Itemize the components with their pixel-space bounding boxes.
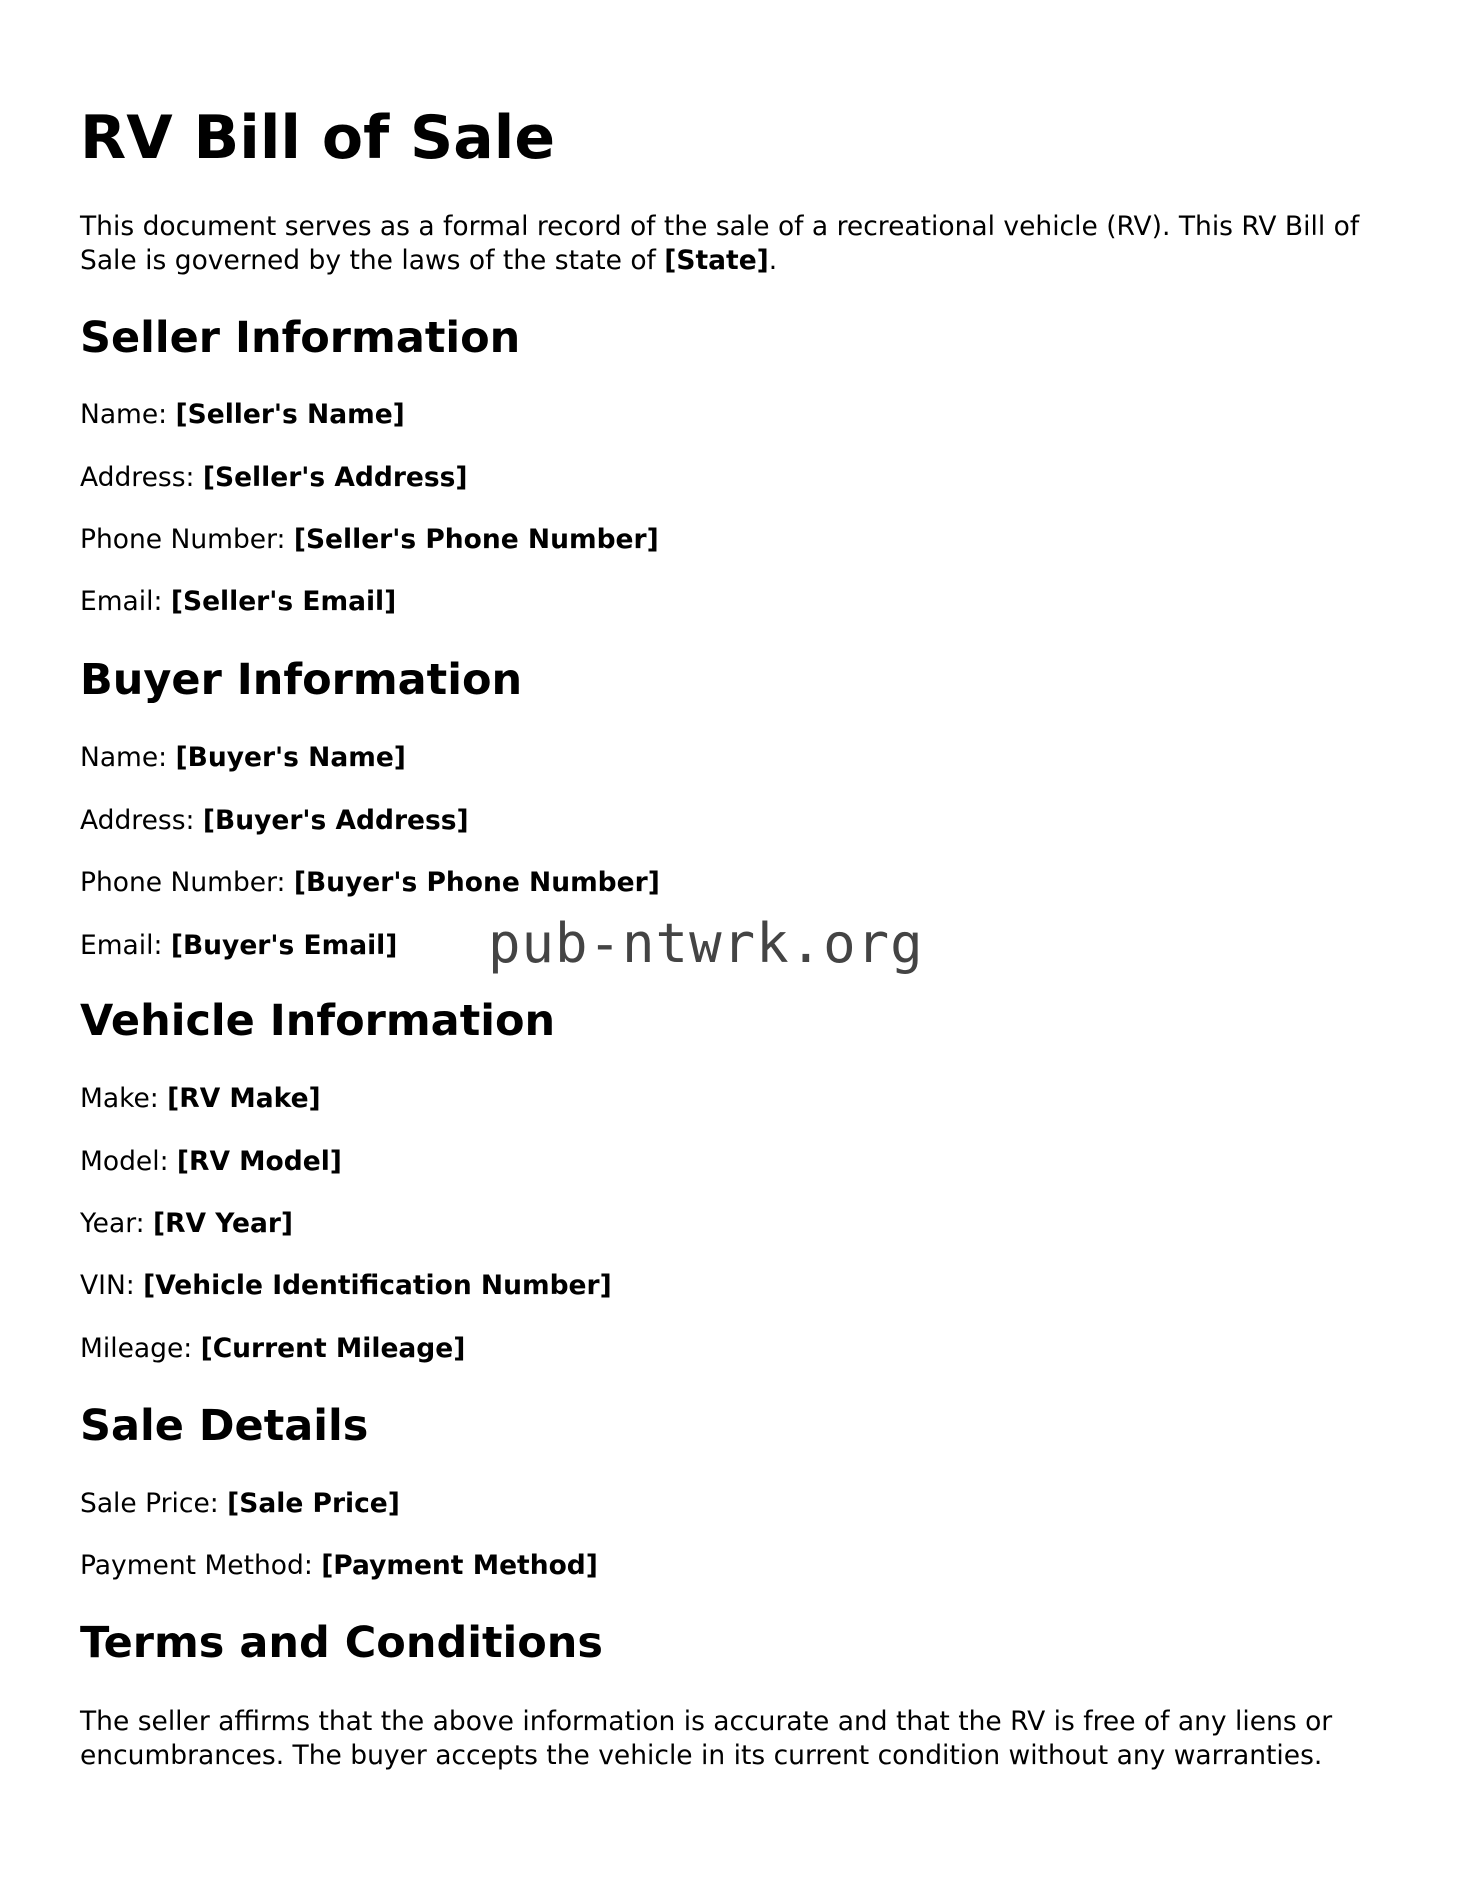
- payment-method-field: [80, 1549, 598, 1583]
- buyer-address-field: [80, 804, 469, 838]
- field-value: [Payment Method]: [321, 1550, 598, 1581]
- field-value: [RV Make]: [167, 1083, 321, 1114]
- vehicle-mileage-field: [80, 1332, 465, 1366]
- field-value: [Sale Price]: [227, 1488, 400, 1519]
- field-value: [Current Mileage]: [200, 1333, 466, 1364]
- field-value: [Seller's Phone Number]: [293, 524, 659, 555]
- vehicle-heading: Vehicle Information: [80, 996, 556, 1046]
- field-label: Sale Price:: [80, 1488, 228, 1519]
- buyer-email-field: [80, 929, 397, 963]
- seller-heading: Seller Information: [80, 313, 521, 363]
- intro-paragraph: [80, 210, 1390, 277]
- terms-paragraph: The seller affirms that the above information is accurate and that the RV is free of any liens or encumbrances. The buyer accepts the vehicle in its current condition without any warranties.: [80, 1706, 1333, 1771]
- field-label: Year:: [80, 1208, 153, 1239]
- field-label: Model:: [80, 1146, 177, 1177]
- field-label: Phone Number:: [80, 867, 294, 898]
- field-value: [Buyer's Address]: [202, 805, 469, 836]
- buyer-phone-field: [80, 866, 660, 900]
- field-label: VIN:: [80, 1270, 144, 1301]
- field-value: [Seller's Address]: [202, 462, 468, 493]
- field-label: Payment Method:: [80, 1550, 322, 1581]
- field-value: [Buyer's Phone Number]: [293, 867, 660, 898]
- seller-address-field: [80, 461, 468, 495]
- field-value: [Buyer's Email]: [170, 930, 398, 961]
- field-label: Mileage:: [80, 1333, 201, 1364]
- buyer-heading: Buyer Information: [80, 655, 523, 705]
- field-label: Address:: [80, 462, 203, 493]
- field-value: [RV Model]: [176, 1146, 342, 1177]
- seller-email-field: [80, 585, 396, 619]
- field-value: [RV Year]: [153, 1208, 294, 1239]
- field-label: Address:: [80, 805, 203, 836]
- terms-heading: Terms and Conditions: [80, 1618, 604, 1668]
- field-label: Name:: [80, 742, 176, 773]
- field-label: Email:: [80, 930, 171, 961]
- watermark: pub-ntwrk.org: [488, 912, 924, 975]
- vehicle-vin-field: [80, 1269, 612, 1303]
- vehicle-make-field: [80, 1082, 321, 1116]
- sale-heading: Sale Details: [80, 1401, 369, 1451]
- field-label: Email:: [80, 586, 171, 617]
- state-placeholder: [State]: [664, 244, 769, 276]
- field-value: [Seller's Email]: [170, 586, 397, 617]
- field-value: [Buyer's Name]: [175, 742, 406, 773]
- vehicle-model-field: [80, 1145, 342, 1179]
- page-title: RV Bill of Sale: [80, 103, 556, 173]
- buyer-name-field: [80, 741, 406, 775]
- seller-name-field: [80, 398, 405, 432]
- sale-price-field: [80, 1487, 400, 1521]
- intro-end: .: [768, 244, 778, 276]
- seller-phone-field: [80, 523, 659, 557]
- field-label: Make:: [80, 1083, 168, 1114]
- field-label: Name:: [80, 399, 176, 430]
- field-value: [Vehicle Identification Number]: [143, 1270, 612, 1301]
- intro-text: This document serves as a formal record of the sale of a recreational vehicle (RV). This RV Bill of Sale is governed by the laws of the state of: [80, 211, 1360, 276]
- vehicle-year-field: [80, 1207, 293, 1241]
- field-label: Phone Number:: [80, 524, 294, 555]
- field-value: [Seller's Name]: [175, 399, 405, 430]
